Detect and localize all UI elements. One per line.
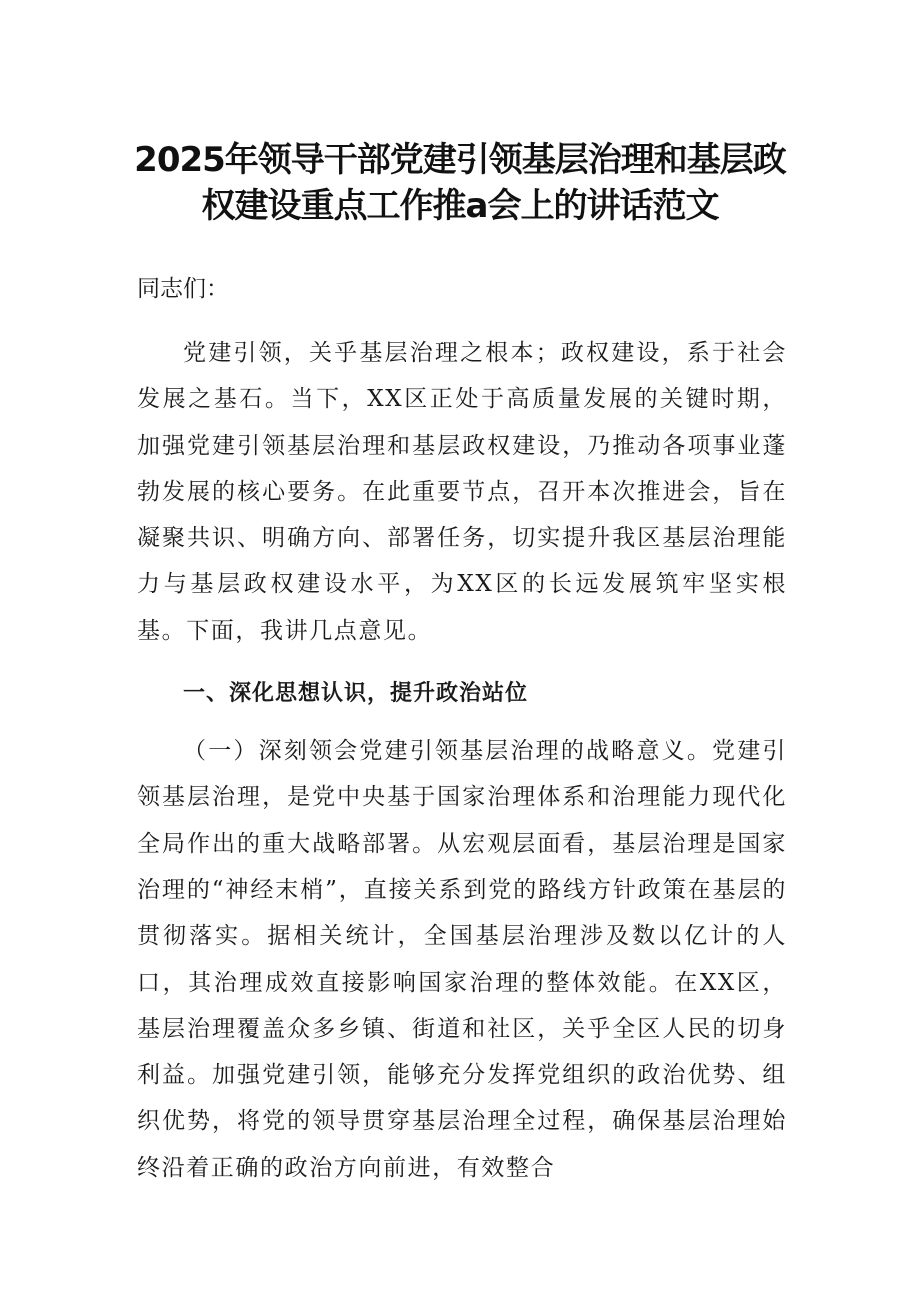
document-body <box>137 264 787 1191</box>
paragraph-intro: 党建引领，关乎基层治理之根本；政权建设，系于社会发展之基石。当下，XX区正处于高质量发展的关键时期，加强党建引领基层治理和基层政权建设，乃推动各项事业蓬勃发展的核心要务。在此重要节点，召开本次推进会，旨在凝聚共识、明确方向、部署任务，切实提升我区基层治理能力与基层政权建设水平，为XX区的长远发展筑牢坚实根基。下面，我讲几点意见。 <box>137 340 787 644</box>
section-heading-1: 一、深化思想认识，提升政治站位 <box>183 681 529 707</box>
paragraph-section-1-1: （一）深刻领会党建引领基层治理的战略意义。党建引领基层治理，是党中央基于国家治理体系和治理能力现代化全局作出的重大战略部署。从宏观层面看，基层治理是国家治理的“神经末梢”，直接关系到党的路线方针政策在基层的贯彻落实。据相关统计，全国基层治理涉及数以亿计的人口，其治理成效直接影响国家治理的整体效能。在XX区，基层治理覆盖众多乡镇、街道和社区，关乎全区人民的切身利益。加强党建引领，能够充分发挥党组织的政治优势、组织优势，将党的领导贯穿基层治理全过程，确保基层治理始终沿着正确的政治方向前进，有效整合 <box>137 738 787 1181</box>
document-title-line-2: 权建设重点工作推a会上的讲话范文 <box>201 186 719 226</box>
document-title-line-1: 2025年领导干部党建引领基层治理和基层政 <box>134 140 786 180</box>
greeting: 同志们： <box>137 276 229 302</box>
